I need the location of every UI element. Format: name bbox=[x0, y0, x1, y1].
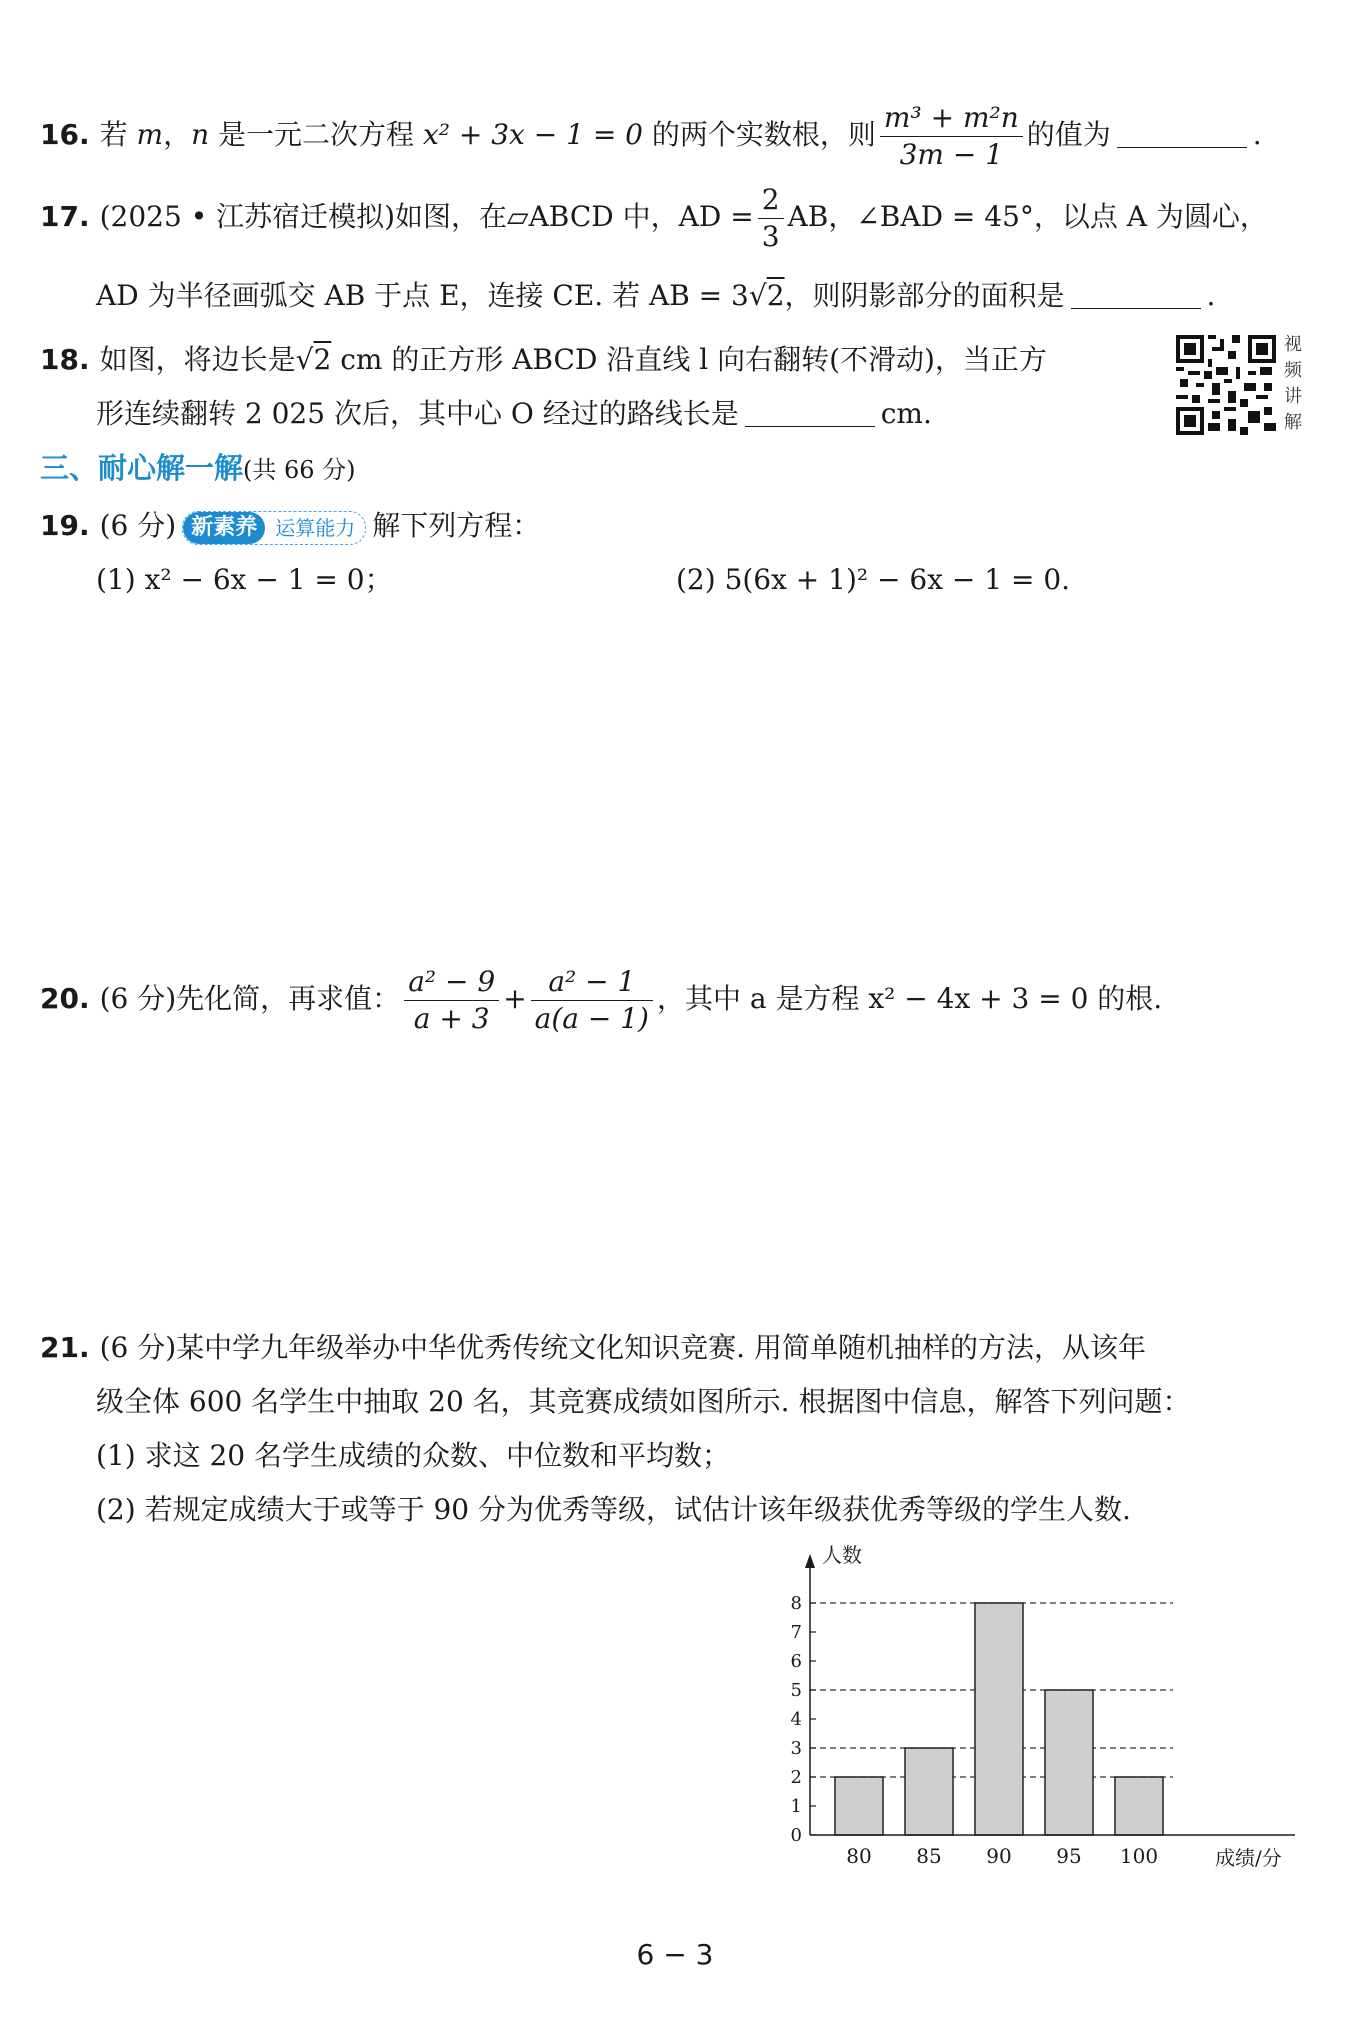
question-17-line-1: 17. (2025 • 江苏宿迁模拟)如图，在▱ABCD 中，AD = $\frac{2}{3}$ AB，∠BAD = 45°，以点 A 为圆心， bbox=[40, 183, 1268, 253]
bar-85 bbox=[905, 1748, 953, 1835]
y-tick-label: 4 bbox=[790, 1709, 802, 1730]
x-tick-label: 90 bbox=[986, 1844, 1012, 1868]
question-19: 19. (6 分) 新素养 运算能力 解下列方程： bbox=[40, 504, 540, 548]
y-axis-arrow bbox=[805, 1554, 815, 1568]
question-number: 17. bbox=[40, 200, 90, 233]
question-number: 18. bbox=[40, 343, 90, 376]
question-16: 16. 若 m，n 是一元二次方程 x² + 3x − 1 = 0 的两个实数根，则 $\frac{\text{m³ + m²n}}{3m - 1}$ 的值为 . bbox=[40, 101, 1262, 171]
y-tick-label: 3 bbox=[790, 1738, 802, 1759]
question-20: 20. (6 分)先化简，再求值： $\frac{\text{a² − 9}}{a + 3}$ + $\frac{\text{a² − 1}}{a(a - 1)}$ ，其中 a 是方程 x² − 4x + 3 = 0 的根. bbox=[40, 965, 1163, 1035]
fraction: $\frac{\text{m³ + m²n}}{3m - 1}$ bbox=[880, 100, 1023, 173]
question-21-line-2: 级全体 600 名学生中抽取 20 名，其竞赛成绩如图所示. 根据图中信息，解答下列问题： bbox=[96, 1385, 1191, 1418]
y-tick-label: 8 bbox=[790, 1593, 802, 1614]
question-21-line-1: 21. (6 分)某中学九年级举办中华优秀传统文化知识竞赛. 用简单随机抽样的方法，从该年 bbox=[40, 1331, 1146, 1364]
question-19-part-1: (1) x² − 6x − 1 = 0； bbox=[96, 563, 393, 596]
equation: x² + 3x − 1 = 0 bbox=[422, 118, 643, 151]
section-heading: 三、耐心解一解(共 66 分) bbox=[40, 451, 356, 485]
score-histogram bbox=[770, 1540, 1330, 1880]
x-tick-label: 95 bbox=[1056, 1844, 1082, 1868]
answer-blank[interactable] bbox=[1071, 284, 1201, 309]
question-19-part-2: (2) 5(6x + 1)² − 6x − 1 = 0. bbox=[676, 563, 1071, 596]
bar-80 bbox=[835, 1777, 883, 1835]
question-18-line-1: 18. 如图，将边长是√2 cm 的正方形 ABCD 沿直线 l 向右翻转(不滑动)，当正方 bbox=[40, 343, 1047, 376]
x-tick-label: 100 bbox=[1119, 1844, 1159, 1868]
answer-blank[interactable] bbox=[745, 402, 875, 427]
fraction: $\frac{\text{a² − 9}}{a + 3}$ bbox=[404, 964, 499, 1037]
y-tick-label: 5 bbox=[790, 1680, 802, 1701]
question-number: 19. bbox=[40, 509, 90, 542]
fraction: $\frac{2}{3}$ bbox=[758, 182, 784, 255]
x-tick-label: 85 bbox=[916, 1844, 942, 1868]
qr-code-icon[interactable] bbox=[1176, 335, 1276, 435]
y-tick-label: 7 bbox=[790, 1622, 802, 1643]
y-tick-label: 6 bbox=[790, 1651, 802, 1672]
y-tick-label: 2 bbox=[790, 1767, 802, 1788]
qr-label: 视频讲解 bbox=[1284, 334, 1302, 433]
x-tick-label: 80 bbox=[846, 1844, 872, 1868]
y-axis-label: 人数 bbox=[822, 1543, 862, 1567]
bar-100 bbox=[1115, 1777, 1163, 1835]
question-18-line-2: 形连续翻转 2 025 次后，其中心 O 经过的路线长是 cm. bbox=[96, 397, 932, 430]
page-number: 6 − 3 bbox=[636, 1938, 714, 1971]
literacy-badge: 新素养 运算能力 bbox=[182, 511, 366, 545]
question-number: 16. bbox=[40, 118, 90, 151]
y-tick-label: 0 bbox=[790, 1825, 802, 1846]
question-21-part-1: (1) 求这 20 名学生成绩的众数、中位数和平均数； bbox=[96, 1439, 730, 1472]
x-axis-label: 成绩/分 bbox=[1215, 1846, 1282, 1870]
bar-90 bbox=[975, 1603, 1023, 1835]
question-number: 21. bbox=[40, 1331, 90, 1364]
fraction: $\frac{\text{a² − 1}}{a(a - 1)}$ bbox=[531, 964, 653, 1037]
question-number: 20. bbox=[40, 982, 90, 1015]
answer-blank[interactable] bbox=[1117, 123, 1247, 148]
y-tick-label: 1 bbox=[790, 1796, 802, 1817]
bar-95 bbox=[1045, 1690, 1093, 1835]
question-21-part-2: (2) 若规定成绩大于或等于 90 分为优秀等级，试估计该年级获优秀等级的学生人数. bbox=[96, 1493, 1131, 1526]
question-17-line-2: AD 为半径画弧交 AB 于点 E，连接 CE. 若 AB = 3√2，则阴影部分的面积是 . bbox=[96, 279, 1216, 312]
